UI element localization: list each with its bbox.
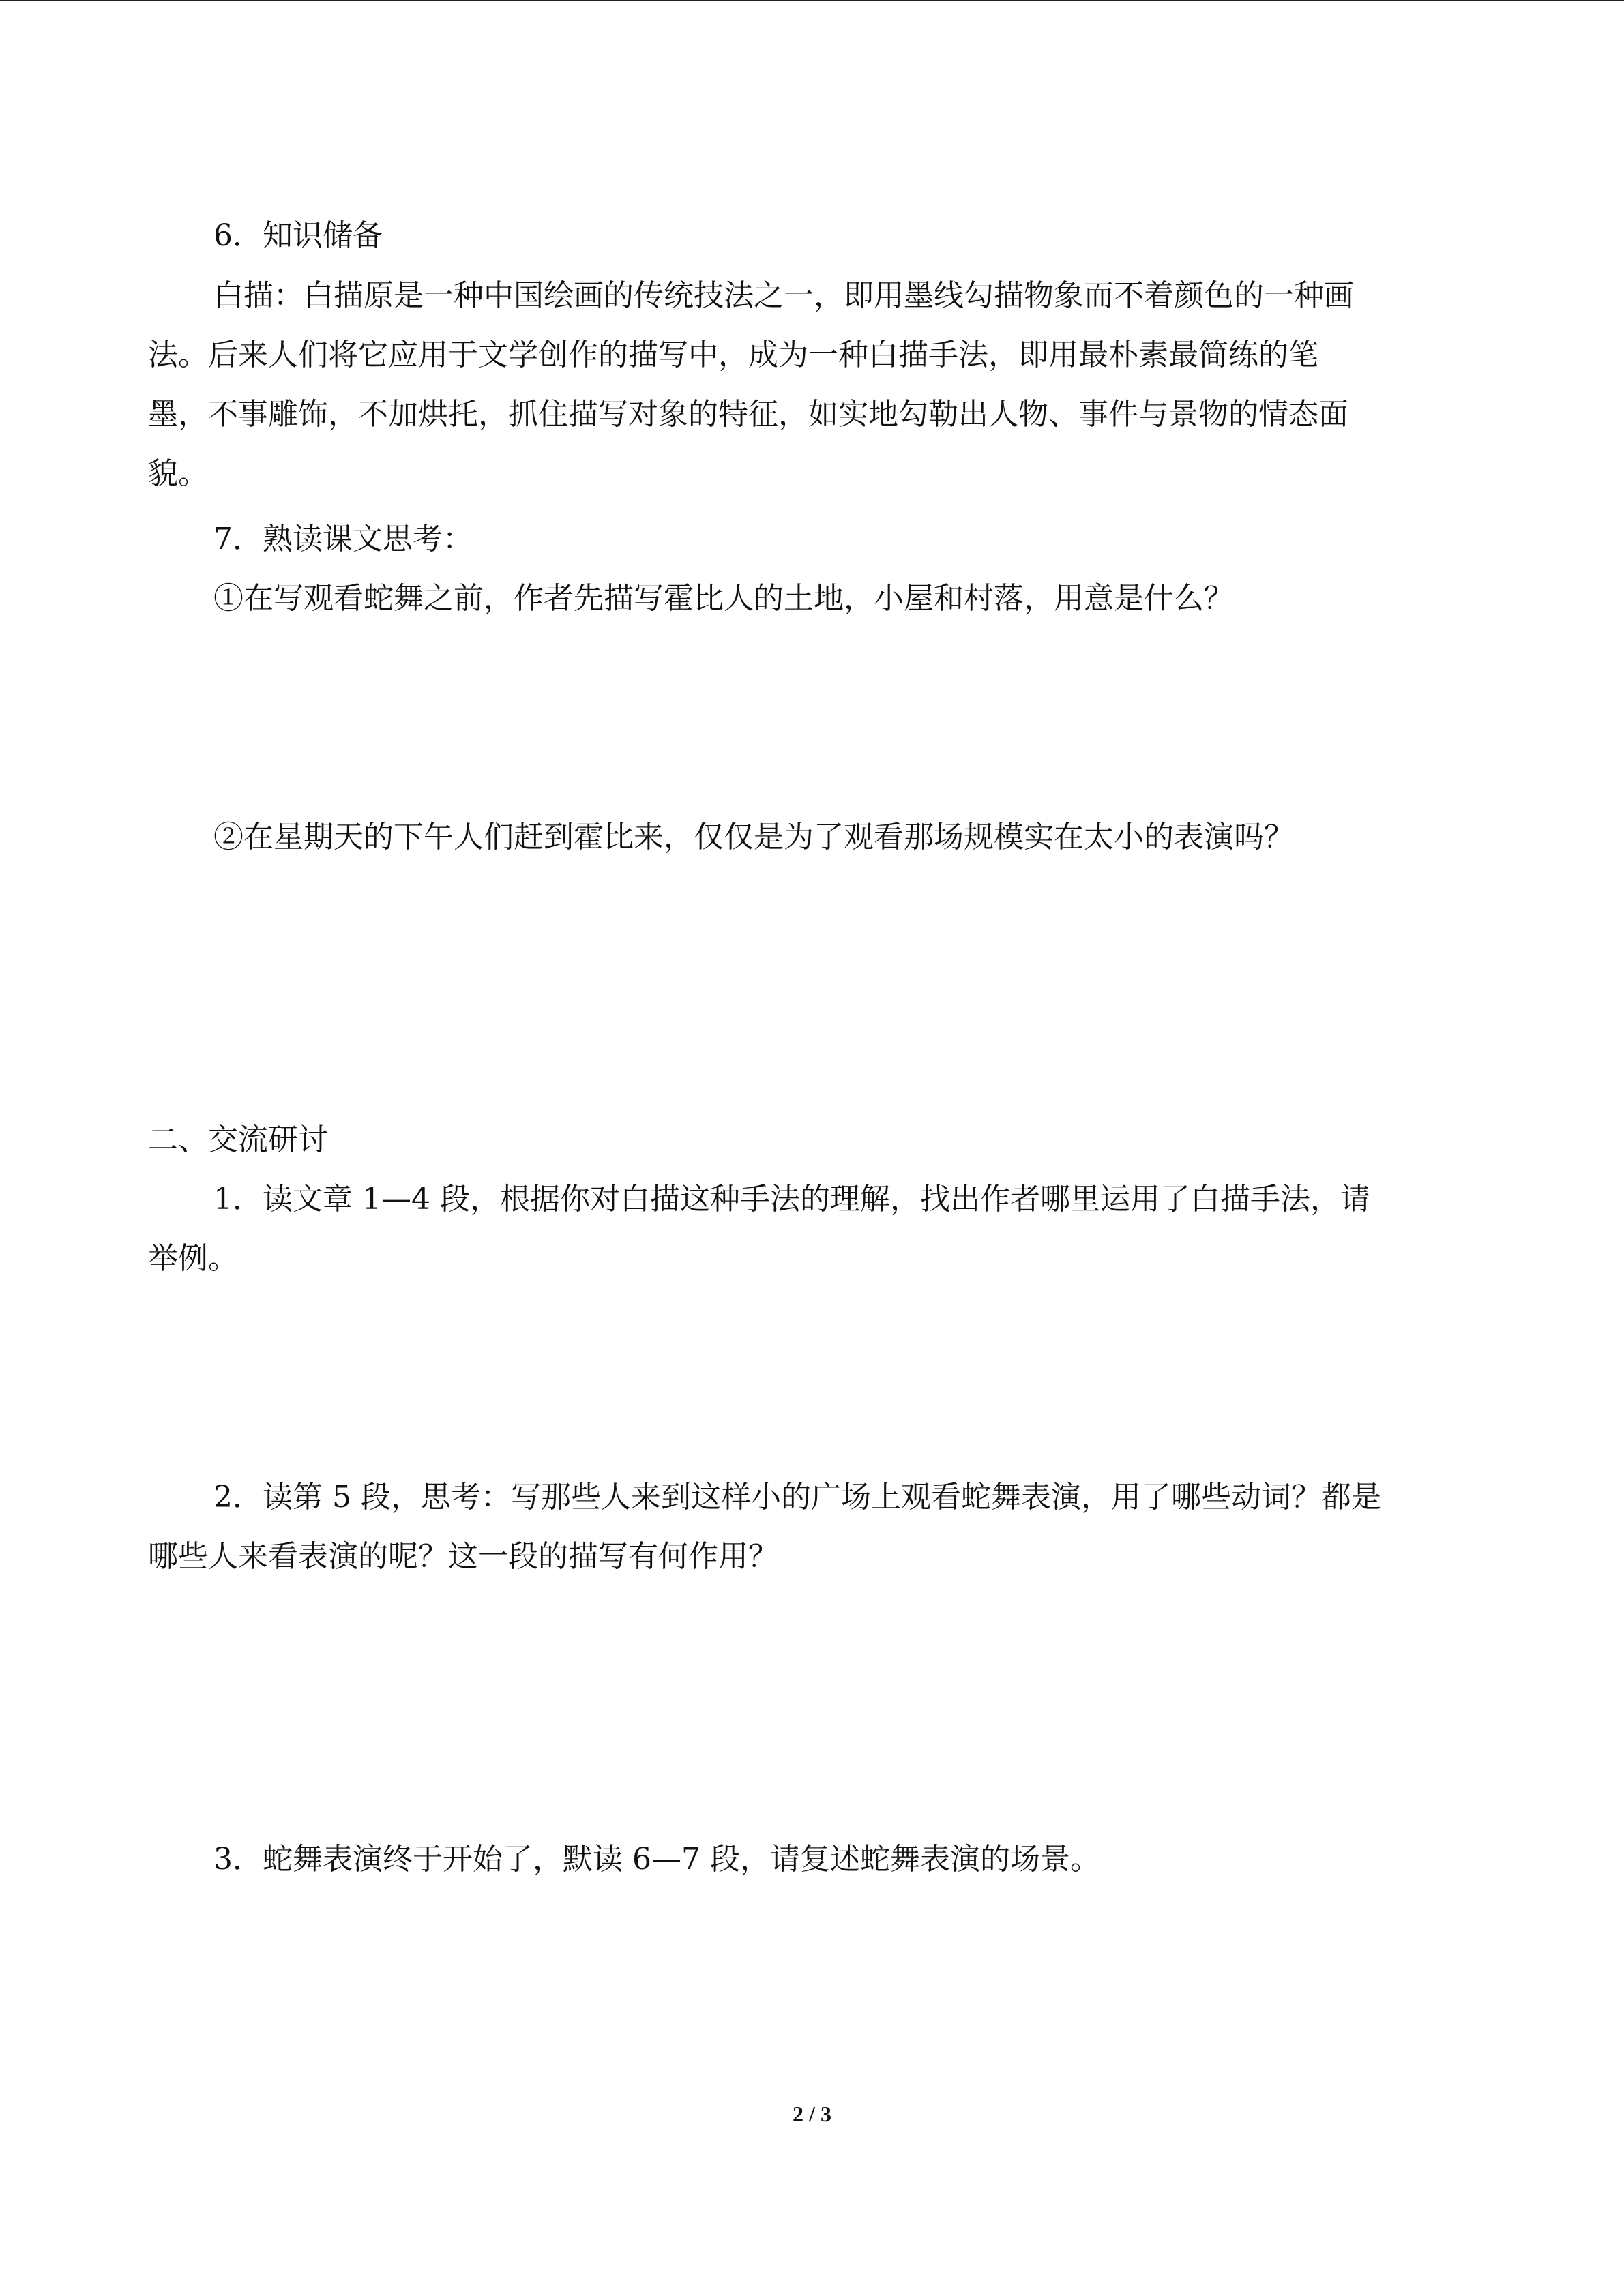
question-1: ①在写观看蛇舞之前，作者先描写霍比人的土地，小屋和村落，用意是什么？ [213, 581, 1234, 616]
discussion-item-2-continued: 哪些人来看表演的呢？这一段的描写有何作用？ [148, 1539, 778, 1574]
discussion-item-1-continued: 举例。 [148, 1241, 238, 1276]
discussion-item-3: 3．蛇舞表演终于开始了，默读 6—7 段，请复述蛇舞表演的场景。 [213, 1842, 1100, 1877]
discussion-item-1: 1．读文章 1—4 段，根据你对白描这种手法的理解，找出作者哪里运用了白描手法，请 [213, 1182, 1370, 1217]
page-number: 2 / 3 [793, 2102, 831, 2126]
section-7-heading: 7．熟读课文思考： [213, 522, 473, 556]
paragraph-line: 墨，不事雕饰，不加烘托，抓住描写对象的特征，如实地勾勒出人物、事件与景物的情态面 [148, 397, 1348, 432]
paragraph-line: 法。后来人们将它应用于文学创作的描写中，成为一种白描手法，即用最朴素最简练的笔 [148, 338, 1318, 372]
section-6-heading: 6．知识储备 [213, 218, 383, 253]
paragraph-line: 白描：白描原是一种中国绘画的传统技法之一，即用墨线勾描物象而不着颜色的一种画 [213, 278, 1354, 313]
question-2: ②在星期天的下午人们赶到霍比来，仅仅是为了观看那场规模实在太小的表演吗？ [213, 820, 1294, 854]
paragraph-line: 貌。 [148, 456, 208, 491]
discussion-item-2: 2．读第 5 段，思考：写那些人来到这样小的广场上观看蛇舞表演，用了哪些动词？都是 [213, 1480, 1381, 1515]
part-2-heading: 二、交流研讨 [148, 1122, 328, 1157]
